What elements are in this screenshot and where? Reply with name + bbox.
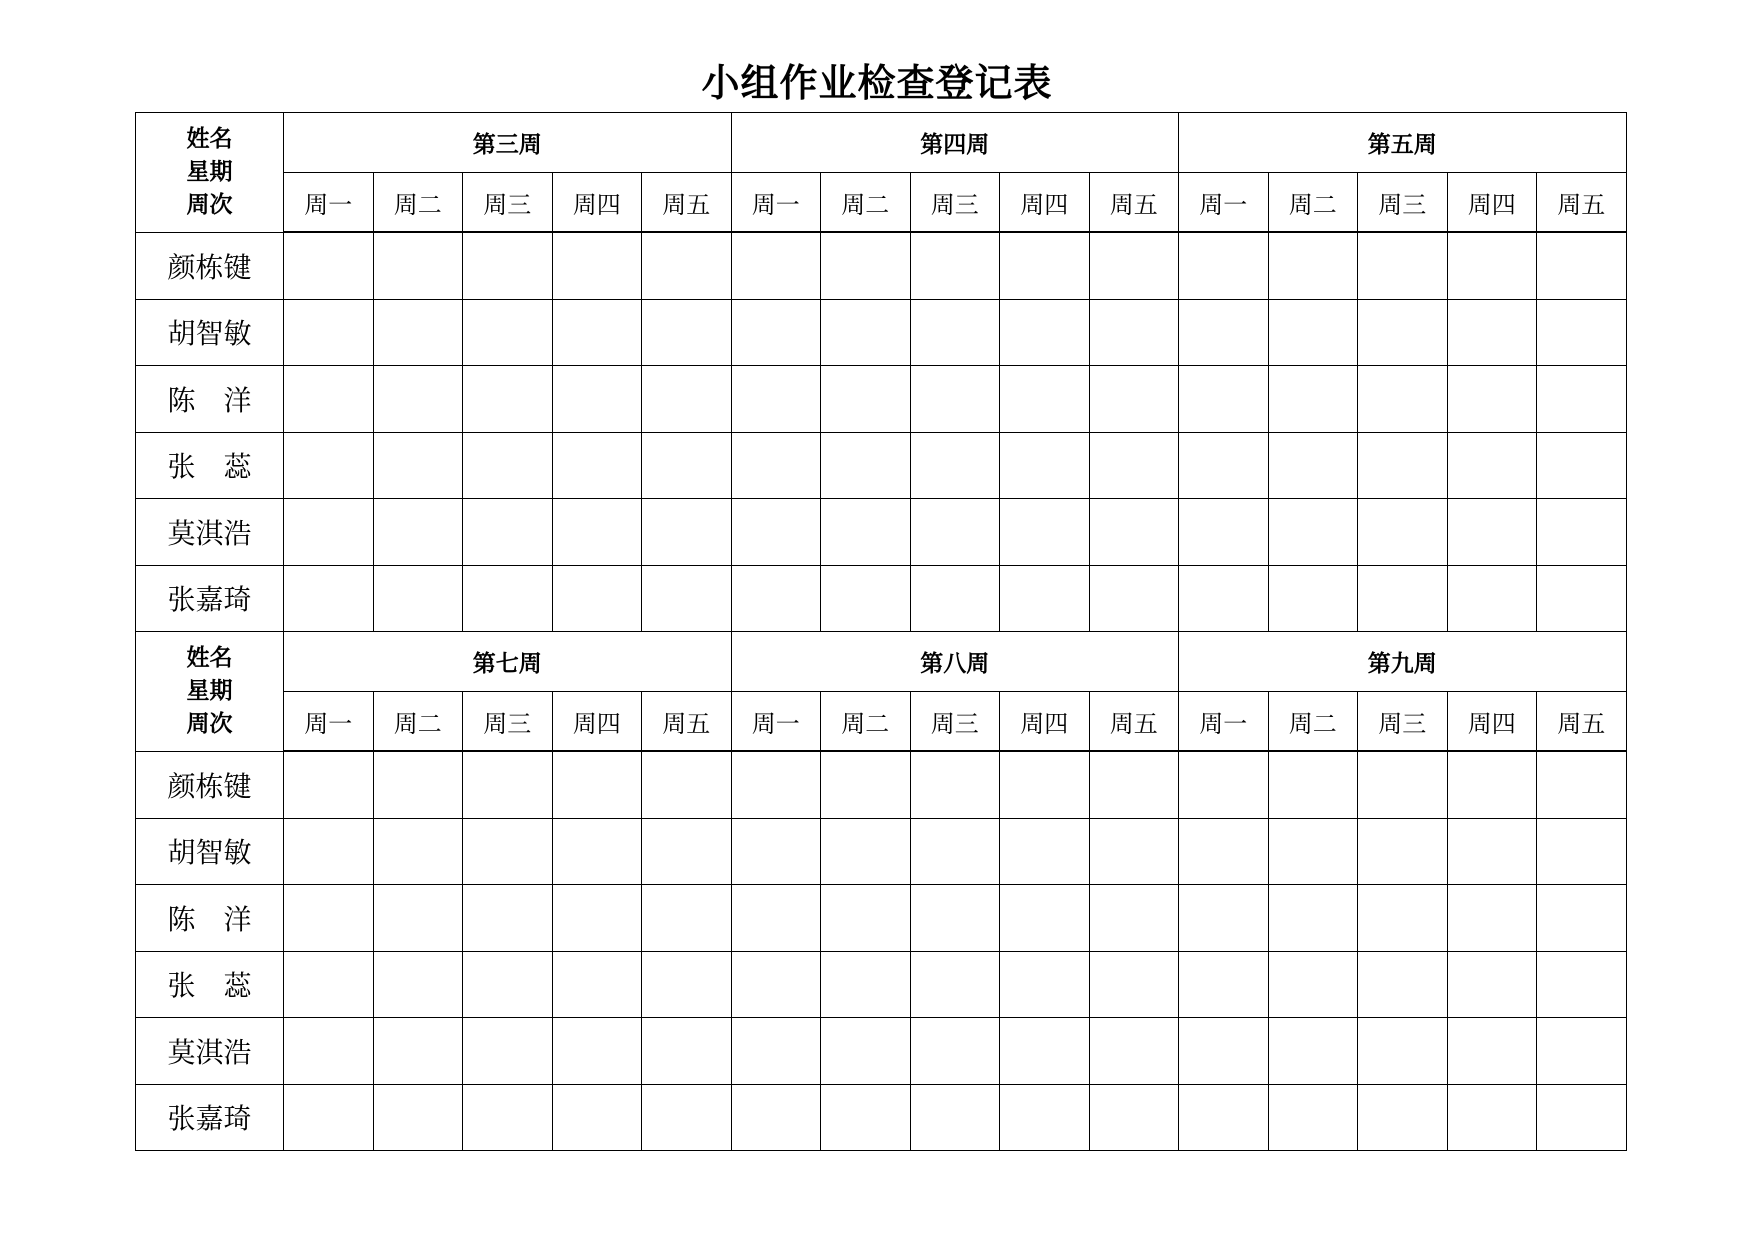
check-cell[interactable] bbox=[552, 366, 642, 433]
check-cell[interactable] bbox=[463, 565, 553, 632]
check-cell[interactable] bbox=[1179, 299, 1269, 366]
day-header-row bbox=[136, 692, 1627, 752]
page-title: 小组作业检查登记表 bbox=[701, 61, 1053, 105]
check-cell[interactable] bbox=[1089, 565, 1179, 632]
check-cell[interactable] bbox=[910, 818, 1000, 885]
check-cell[interactable] bbox=[1179, 565, 1269, 632]
day-header: 周四 bbox=[1000, 173, 1090, 233]
check-cell[interactable] bbox=[642, 565, 732, 632]
check-cell[interactable] bbox=[731, 366, 821, 433]
check-cell[interactable] bbox=[284, 565, 374, 632]
check-cell[interactable] bbox=[284, 751, 374, 818]
check-cell[interactable] bbox=[552, 1084, 642, 1151]
day-header-row bbox=[136, 173, 1627, 233]
check-cell[interactable] bbox=[821, 232, 911, 299]
check-cell[interactable] bbox=[910, 751, 1000, 818]
check-cell[interactable] bbox=[1358, 432, 1448, 499]
day-header: 周五 bbox=[1537, 692, 1627, 752]
check-cell[interactable] bbox=[1089, 751, 1179, 818]
check-cell[interactable] bbox=[284, 818, 374, 885]
week-header-row bbox=[136, 113, 1627, 173]
check-cell[interactable] bbox=[1089, 951, 1179, 1018]
check-cell[interactable] bbox=[373, 751, 463, 818]
check-cell[interactable] bbox=[1268, 818, 1358, 885]
check-cell[interactable] bbox=[642, 232, 732, 299]
check-cell[interactable] bbox=[373, 885, 463, 952]
check-cell[interactable] bbox=[552, 432, 642, 499]
day-header: 周二 bbox=[1268, 692, 1358, 752]
check-cell[interactable] bbox=[1447, 1084, 1537, 1151]
check-cell[interactable] bbox=[1358, 499, 1448, 566]
table-row bbox=[136, 1018, 1627, 1085]
check-cell[interactable] bbox=[1358, 1018, 1448, 1085]
check-cell[interactable] bbox=[284, 366, 374, 433]
check-cell[interactable] bbox=[910, 232, 1000, 299]
check-cell[interactable] bbox=[1358, 951, 1448, 1018]
check-cell[interactable] bbox=[1000, 951, 1090, 1018]
check-cell[interactable] bbox=[821, 885, 911, 952]
check-cell[interactable] bbox=[373, 1018, 463, 1085]
check-cell[interactable] bbox=[1268, 366, 1358, 433]
check-cell[interactable] bbox=[821, 1018, 911, 1085]
check-cell[interactable] bbox=[373, 818, 463, 885]
check-cell[interactable] bbox=[463, 885, 553, 952]
check-cell[interactable] bbox=[463, 366, 553, 433]
check-cell[interactable] bbox=[1179, 366, 1269, 433]
check-cell[interactable] bbox=[1268, 299, 1358, 366]
check-cell[interactable] bbox=[1537, 432, 1627, 499]
check-cell[interactable] bbox=[731, 1018, 821, 1085]
day-header: 周四 bbox=[1000, 692, 1090, 752]
table-row bbox=[136, 818, 1627, 885]
check-cell[interactable] bbox=[1179, 232, 1269, 299]
homework-check-table bbox=[135, 112, 1627, 1151]
check-cell[interactable] bbox=[552, 951, 642, 1018]
check-cell[interactable] bbox=[642, 1084, 732, 1151]
check-cell[interactable] bbox=[1358, 565, 1448, 632]
table-row bbox=[136, 885, 1627, 952]
day-header: 周二 bbox=[821, 692, 911, 752]
check-cell[interactable] bbox=[1268, 951, 1358, 1018]
check-cell[interactable] bbox=[731, 499, 821, 566]
check-cell[interactable] bbox=[1537, 951, 1627, 1018]
corner-label: 星期 bbox=[186, 158, 233, 185]
check-cell[interactable] bbox=[731, 232, 821, 299]
table-row bbox=[136, 232, 1627, 299]
check-cell[interactable] bbox=[463, 751, 553, 818]
check-cell[interactable] bbox=[1447, 432, 1537, 499]
table-row bbox=[136, 1084, 1627, 1151]
check-cell[interactable] bbox=[284, 885, 374, 952]
student-name: 胡智敏 bbox=[136, 299, 284, 366]
check-cell[interactable] bbox=[552, 1018, 642, 1085]
check-cell[interactable] bbox=[1447, 885, 1537, 952]
check-cell[interactable] bbox=[821, 432, 911, 499]
check-cell[interactable] bbox=[821, 299, 911, 366]
check-cell[interactable] bbox=[731, 432, 821, 499]
check-cell[interactable] bbox=[731, 885, 821, 952]
check-cell[interactable] bbox=[1537, 366, 1627, 433]
check-cell[interactable] bbox=[642, 818, 732, 885]
check-cell[interactable] bbox=[821, 751, 911, 818]
check-cell[interactable] bbox=[463, 1018, 553, 1085]
check-cell[interactable] bbox=[1089, 299, 1179, 366]
check-cell[interactable] bbox=[1537, 751, 1627, 818]
check-cell[interactable] bbox=[910, 885, 1000, 952]
check-cell[interactable] bbox=[1358, 751, 1448, 818]
corner-header-cell bbox=[136, 113, 284, 233]
check-cell[interactable] bbox=[1268, 885, 1358, 952]
check-cell[interactable] bbox=[910, 1018, 1000, 1085]
day-header: 周三 bbox=[1358, 173, 1448, 233]
check-cell[interactable] bbox=[552, 751, 642, 818]
corner-header-cell bbox=[136, 632, 284, 752]
check-cell[interactable] bbox=[463, 951, 553, 1018]
check-cell[interactable] bbox=[284, 232, 374, 299]
check-cell[interactable] bbox=[1537, 499, 1627, 566]
check-cell[interactable] bbox=[1000, 1084, 1090, 1151]
check-cell[interactable] bbox=[1179, 499, 1269, 566]
check-cell[interactable] bbox=[1000, 565, 1090, 632]
check-cell[interactable] bbox=[373, 951, 463, 1018]
day-header: 周五 bbox=[642, 692, 732, 752]
check-cell[interactable] bbox=[1179, 1084, 1269, 1151]
check-cell[interactable] bbox=[1447, 565, 1537, 632]
check-cell[interactable] bbox=[1447, 232, 1537, 299]
check-cell[interactable] bbox=[373, 232, 463, 299]
check-cell[interactable] bbox=[1000, 432, 1090, 499]
day-header: 周四 bbox=[1447, 173, 1537, 233]
check-cell[interactable] bbox=[284, 951, 374, 1018]
check-cell[interactable] bbox=[1537, 232, 1627, 299]
student-name: 胡智敏 bbox=[136, 818, 284, 885]
day-header: 周三 bbox=[910, 173, 1000, 233]
check-cell[interactable] bbox=[821, 951, 911, 1018]
check-cell[interactable] bbox=[552, 299, 642, 366]
check-cell[interactable] bbox=[1000, 299, 1090, 366]
check-cell[interactable] bbox=[373, 366, 463, 433]
check-cell[interactable] bbox=[642, 366, 732, 433]
check-cell[interactable] bbox=[1000, 1018, 1090, 1085]
check-cell[interactable] bbox=[642, 951, 732, 1018]
check-cell[interactable] bbox=[1268, 232, 1358, 299]
check-cell[interactable] bbox=[1089, 499, 1179, 566]
check-cell[interactable] bbox=[821, 565, 911, 632]
check-cell[interactable] bbox=[463, 232, 553, 299]
check-cell[interactable] bbox=[1268, 432, 1358, 499]
day-header: 周五 bbox=[1089, 692, 1179, 752]
check-cell[interactable] bbox=[642, 299, 732, 366]
table-row bbox=[136, 366, 1627, 433]
student-name: 莫淇浩 bbox=[136, 499, 284, 566]
check-cell[interactable] bbox=[910, 565, 1000, 632]
check-cell[interactable] bbox=[1000, 366, 1090, 433]
check-cell[interactable] bbox=[1447, 818, 1537, 885]
check-cell[interactable] bbox=[1537, 885, 1627, 952]
check-cell[interactable] bbox=[1089, 885, 1179, 952]
check-cell[interactable] bbox=[1358, 885, 1448, 952]
check-cell[interactable] bbox=[1537, 565, 1627, 632]
table-row bbox=[136, 299, 1627, 366]
check-cell[interactable] bbox=[1537, 299, 1627, 366]
check-cell[interactable] bbox=[1268, 751, 1358, 818]
check-cell[interactable] bbox=[1179, 432, 1269, 499]
check-cell[interactable] bbox=[552, 565, 642, 632]
check-cell[interactable] bbox=[1447, 751, 1537, 818]
check-cell[interactable] bbox=[1358, 232, 1448, 299]
check-cell[interactable] bbox=[821, 1084, 911, 1151]
student-name: 颜栋键 bbox=[136, 232, 284, 299]
check-cell[interactable] bbox=[463, 299, 553, 366]
day-header: 周一 bbox=[731, 173, 821, 233]
check-cell[interactable] bbox=[1268, 499, 1358, 566]
check-cell[interactable] bbox=[552, 885, 642, 952]
check-cell[interactable] bbox=[552, 499, 642, 566]
check-cell[interactable] bbox=[1089, 818, 1179, 885]
day-header: 周一 bbox=[1179, 692, 1269, 752]
check-cell[interactable] bbox=[821, 818, 911, 885]
check-cell[interactable] bbox=[1268, 1018, 1358, 1085]
check-cell[interactable] bbox=[1089, 432, 1179, 499]
check-cell[interactable] bbox=[642, 499, 732, 566]
check-cell[interactable] bbox=[821, 499, 911, 566]
check-cell[interactable] bbox=[284, 299, 374, 366]
week-header-row bbox=[136, 632, 1627, 692]
check-cell[interactable] bbox=[1537, 1018, 1627, 1085]
check-cell[interactable] bbox=[642, 432, 732, 499]
check-cell[interactable] bbox=[1089, 1084, 1179, 1151]
check-cell[interactable] bbox=[910, 432, 1000, 499]
check-cell[interactable] bbox=[1089, 1018, 1179, 1085]
day-header: 周三 bbox=[1358, 692, 1448, 752]
check-cell[interactable] bbox=[373, 1084, 463, 1151]
check-cell[interactable] bbox=[1000, 232, 1090, 299]
check-cell[interactable] bbox=[284, 1018, 374, 1085]
corner-label: 周次 bbox=[186, 191, 233, 218]
day-header: 周二 bbox=[821, 173, 911, 233]
week-header: 第三周 bbox=[284, 113, 732, 173]
check-cell[interactable] bbox=[1537, 818, 1627, 885]
corner-label: 星期 bbox=[186, 677, 233, 704]
day-header: 周一 bbox=[284, 173, 374, 233]
check-cell[interactable] bbox=[731, 565, 821, 632]
week-header: 第七周 bbox=[284, 632, 732, 692]
check-cell[interactable] bbox=[552, 818, 642, 885]
week-header: 第九周 bbox=[1179, 632, 1627, 692]
day-header: 周一 bbox=[284, 692, 374, 752]
day-header: 周二 bbox=[373, 692, 463, 752]
check-cell[interactable] bbox=[463, 1084, 553, 1151]
day-header: 周四 bbox=[552, 692, 642, 752]
student-name: 颜栋键 bbox=[136, 751, 284, 818]
check-cell[interactable] bbox=[1179, 951, 1269, 1018]
check-cell[interactable] bbox=[910, 951, 1000, 1018]
check-cell[interactable] bbox=[1000, 885, 1090, 952]
check-cell[interactable] bbox=[284, 432, 374, 499]
check-cell[interactable] bbox=[463, 432, 553, 499]
day-header: 周四 bbox=[552, 173, 642, 233]
day-header: 周五 bbox=[1537, 173, 1627, 233]
check-cell[interactable] bbox=[642, 751, 732, 818]
check-cell[interactable] bbox=[1000, 818, 1090, 885]
day-header: 周一 bbox=[731, 692, 821, 752]
check-cell[interactable] bbox=[910, 1084, 1000, 1151]
check-cell[interactable] bbox=[1358, 1084, 1448, 1151]
week-header: 第五周 bbox=[1179, 113, 1627, 173]
check-cell[interactable] bbox=[1268, 565, 1358, 632]
check-cell[interactable] bbox=[1000, 751, 1090, 818]
check-cell[interactable] bbox=[1447, 366, 1537, 433]
day-header: 周二 bbox=[373, 173, 463, 233]
check-cell[interactable] bbox=[731, 951, 821, 1018]
table-row bbox=[136, 499, 1627, 566]
check-cell[interactable] bbox=[284, 1084, 374, 1151]
check-cell[interactable] bbox=[731, 818, 821, 885]
check-cell[interactable] bbox=[910, 366, 1000, 433]
day-header: 周五 bbox=[642, 173, 732, 233]
check-cell[interactable] bbox=[1179, 818, 1269, 885]
table-row bbox=[136, 565, 1627, 632]
student-name: 莫淇浩 bbox=[136, 1018, 284, 1085]
check-cell[interactable] bbox=[1447, 499, 1537, 566]
check-cell[interactable] bbox=[552, 232, 642, 299]
check-cell[interactable] bbox=[1089, 366, 1179, 433]
corner-label: 姓名 bbox=[186, 644, 233, 671]
student-name: 陈 洋 bbox=[136, 366, 284, 433]
day-header: 周三 bbox=[463, 692, 553, 752]
week-header: 第四周 bbox=[731, 113, 1179, 173]
check-cell[interactable] bbox=[463, 818, 553, 885]
table-row bbox=[136, 432, 1627, 499]
check-cell[interactable] bbox=[642, 885, 732, 952]
week-header: 第八周 bbox=[731, 632, 1179, 692]
check-cell[interactable] bbox=[910, 499, 1000, 566]
corner-label: 姓名 bbox=[186, 125, 233, 152]
check-cell[interactable] bbox=[1447, 1018, 1537, 1085]
student-name: 张嘉琦 bbox=[136, 565, 284, 632]
check-cell[interactable] bbox=[1089, 232, 1179, 299]
day-header: 周一 bbox=[1179, 173, 1269, 233]
check-cell[interactable] bbox=[1268, 1084, 1358, 1151]
check-cell[interactable] bbox=[1447, 299, 1537, 366]
check-cell[interactable] bbox=[1537, 1084, 1627, 1151]
check-cell[interactable] bbox=[1358, 366, 1448, 433]
check-cell[interactable] bbox=[642, 1018, 732, 1085]
check-cell[interactable] bbox=[731, 751, 821, 818]
day-header: 周三 bbox=[463, 173, 553, 233]
check-cell[interactable] bbox=[1358, 299, 1448, 366]
check-cell[interactable] bbox=[1179, 751, 1269, 818]
day-header: 周三 bbox=[910, 692, 1000, 752]
student-name: 张 蕊 bbox=[136, 432, 284, 499]
day-header: 周二 bbox=[1268, 173, 1358, 233]
corner-label: 周次 bbox=[186, 710, 233, 737]
check-cell[interactable] bbox=[821, 366, 911, 433]
check-cell[interactable] bbox=[731, 1084, 821, 1151]
check-cell[interactable] bbox=[373, 565, 463, 632]
check-cell[interactable] bbox=[1179, 885, 1269, 952]
check-cell[interactable] bbox=[284, 499, 374, 566]
student-name: 张 蕊 bbox=[136, 951, 284, 1018]
table-body bbox=[136, 113, 1627, 1151]
table-row bbox=[136, 951, 1627, 1018]
check-cell[interactable] bbox=[463, 499, 553, 566]
check-cell[interactable] bbox=[1179, 1018, 1269, 1085]
day-header: 周五 bbox=[1089, 173, 1179, 233]
check-cell[interactable] bbox=[731, 299, 821, 366]
check-cell[interactable] bbox=[373, 499, 463, 566]
check-cell[interactable] bbox=[910, 299, 1000, 366]
table-row bbox=[136, 751, 1627, 818]
check-cell[interactable] bbox=[1358, 818, 1448, 885]
check-cell[interactable] bbox=[373, 299, 463, 366]
day-header: 周四 bbox=[1447, 692, 1537, 752]
student-name: 陈 洋 bbox=[136, 885, 284, 952]
check-cell[interactable] bbox=[373, 432, 463, 499]
check-cell[interactable] bbox=[1000, 499, 1090, 566]
check-cell[interactable] bbox=[1447, 951, 1537, 1018]
student-name: 张嘉琦 bbox=[136, 1084, 284, 1151]
